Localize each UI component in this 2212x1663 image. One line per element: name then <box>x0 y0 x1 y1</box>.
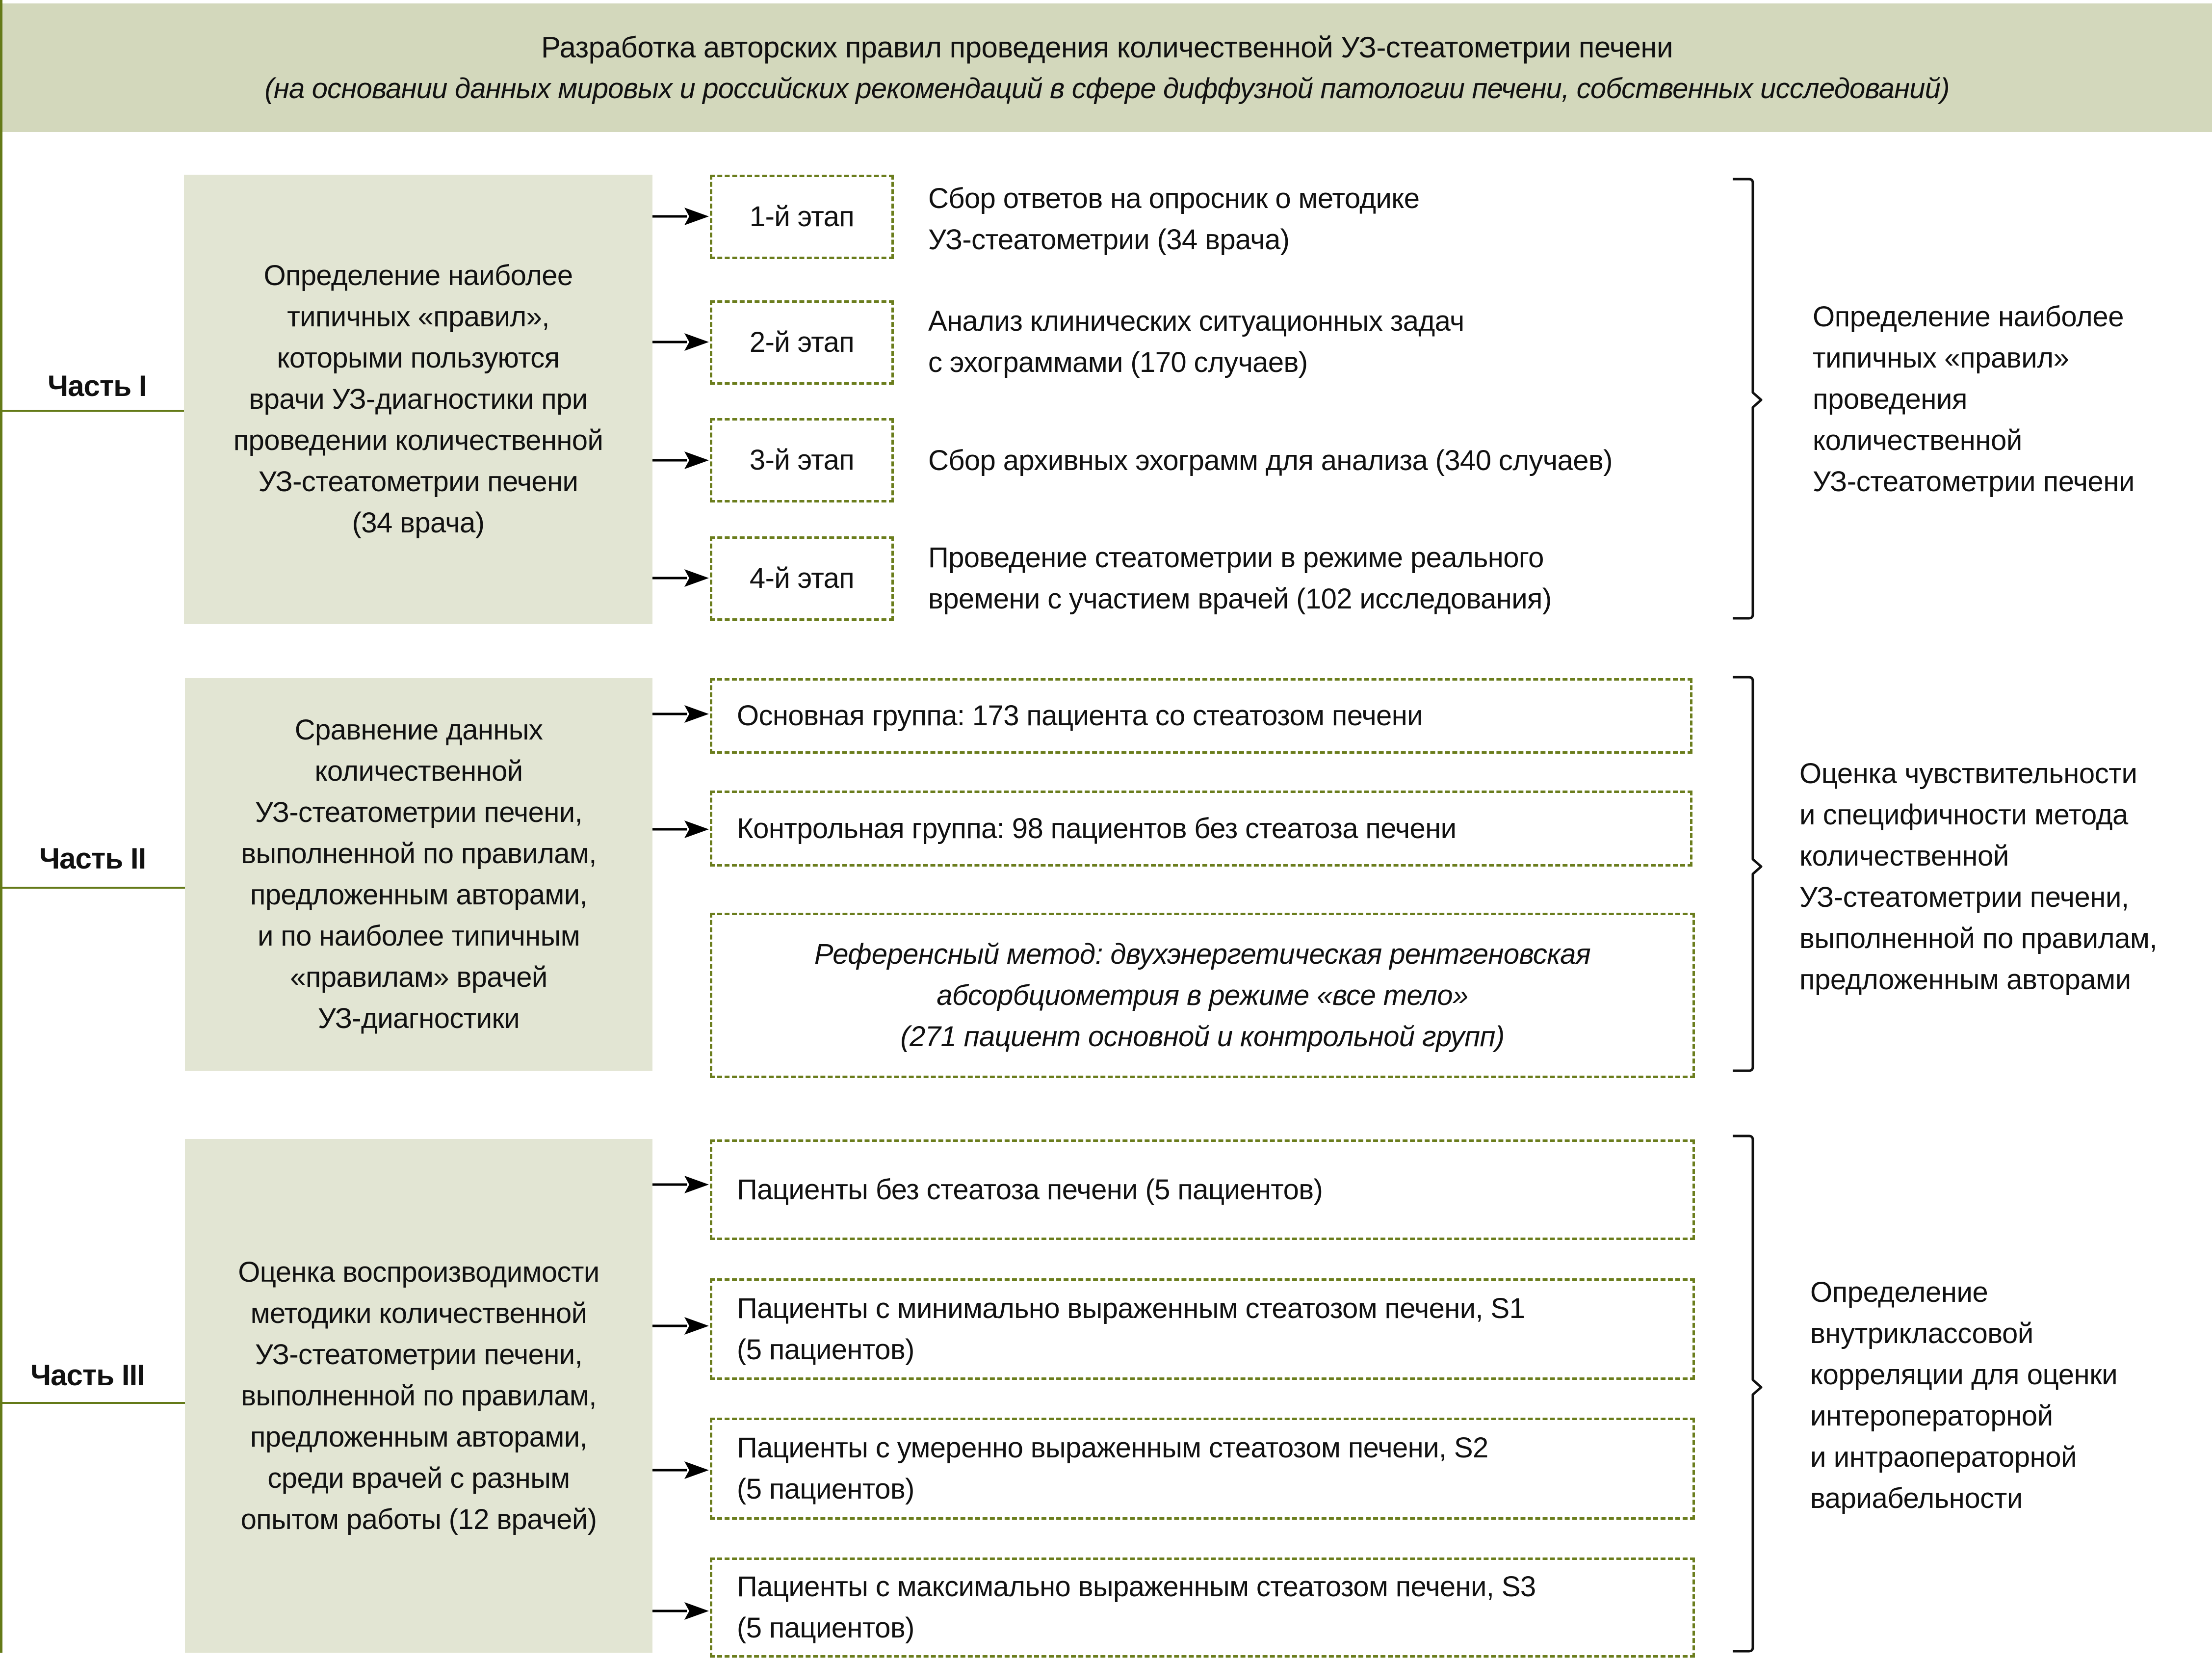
diagram-subtitle: (на основании данных мировых и российских рекомендаций в сфере диффузной патологии печени, собственных исследований) <box>264 73 1950 105</box>
stage-4-description: Проведение стеатометрии в режиме реального времени с участием врачей (102 исследования) <box>928 542 1552 615</box>
part-3-main-text: Оценка воспроизводимости методики количественной УЗ-стеатометрии печени, выполненной по правилам, предложенным авторами, среди врачей с разным опытом работы (12 врачей) <box>238 1256 599 1535</box>
stage-1-tag: 1-й этап <box>749 201 855 233</box>
arrow-icon <box>684 1176 709 1193</box>
brace-icons <box>1733 179 1761 1651</box>
diagram-title: Разработка авторских правил проведения количественной УЗ-стеатометрии печени <box>541 31 1673 64</box>
arrow-icon <box>684 333 709 351</box>
stage-2-description: Анализ клинических ситуационных задач с эхограммами (170 случаев) <box>928 305 1464 378</box>
arrow-icon <box>684 1602 709 1620</box>
stage-3-tag: 3-й этап <box>749 444 855 476</box>
arrow-icon <box>684 1461 709 1479</box>
group-s2-box: Пациенты с умеренно выраженным стеатозом печени, S2 (5 пациентов) <box>710 1418 1695 1520</box>
main-group-box: Основная группа: 173 пациента со стеатозом печени <box>710 678 1692 754</box>
part-3-outcome: Определение внутриклассовой корреляции для оценки интероператорной и интраоператорной вариабельности <box>1810 1276 2118 1514</box>
part-1-label: Часть I <box>48 370 147 402</box>
group-s3-box: Пациенты с максимально выраженным стеатозом печени, S3 (5 пациентов) <box>710 1557 1695 1658</box>
stage-4-tag: 4-й этап <box>749 562 855 594</box>
group-no-steatosis-box: Пациенты без стеатоза печени (5 пациентов) <box>710 1139 1695 1240</box>
curly-brace-icon <box>1733 677 1761 1071</box>
group-s1-box: Пациенты с минимально выраженным стеатозом печени, S1 (5 пациентов) <box>710 1278 1695 1380</box>
part-3-label: Часть III <box>30 1359 145 1392</box>
stage-2-tag: 2-й этап <box>749 326 855 358</box>
stage-3-description: Сбор архивных эхограмм для анализа (340 случаев) <box>928 445 1613 476</box>
stage-1-description: Сбор ответов на опросник о методике УЗ-стеатометрии (34 врача) <box>928 183 1420 256</box>
control-group-box: Контрольная группа: 98 пациентов без стеатоза печени <box>710 791 1692 867</box>
arrow-icon <box>684 451 709 469</box>
curly-brace-icon <box>1733 1136 1761 1651</box>
arrow-icon <box>684 1317 709 1335</box>
arrow-icon <box>684 208 709 225</box>
part-2-outcome: Оценка чувствительности и специфичности метода количественной УЗ-стеатометрии печени, выполненной по правилам, предложенным авторами <box>1799 758 2158 996</box>
part-2-main-text: Сравнение данных количественной УЗ-стеатометрии печени, выполненной по правилам, предложенным авторами, и по наиболее типичным «правилам» врачей УЗ-диагностики <box>241 714 597 1034</box>
arrow-icon <box>684 820 709 838</box>
arrow-icon <box>684 569 709 587</box>
part-2-label: Часть II <box>39 842 146 875</box>
part-1-main-text: Определение наиболее типичных «правил», которыми пользуются врачи УЗ-диагностики при проведении количественной УЗ-стеатометрии печени (34 врача) <box>233 260 603 539</box>
arrow-icon <box>684 705 709 723</box>
reference-method-text: Референсный метод: двухэнергетическая рентгеновская абсорбциометрия в режиме «все тело» (271 пациент основной и контрольной групп) <box>814 938 1591 1053</box>
curly-brace-icon <box>1733 179 1761 618</box>
arrow-icons <box>652 208 709 1620</box>
part-1-outcome: Определение наиболее типичных «правил» проведения количественной УЗ-стеатометрии печени <box>1813 301 2135 498</box>
